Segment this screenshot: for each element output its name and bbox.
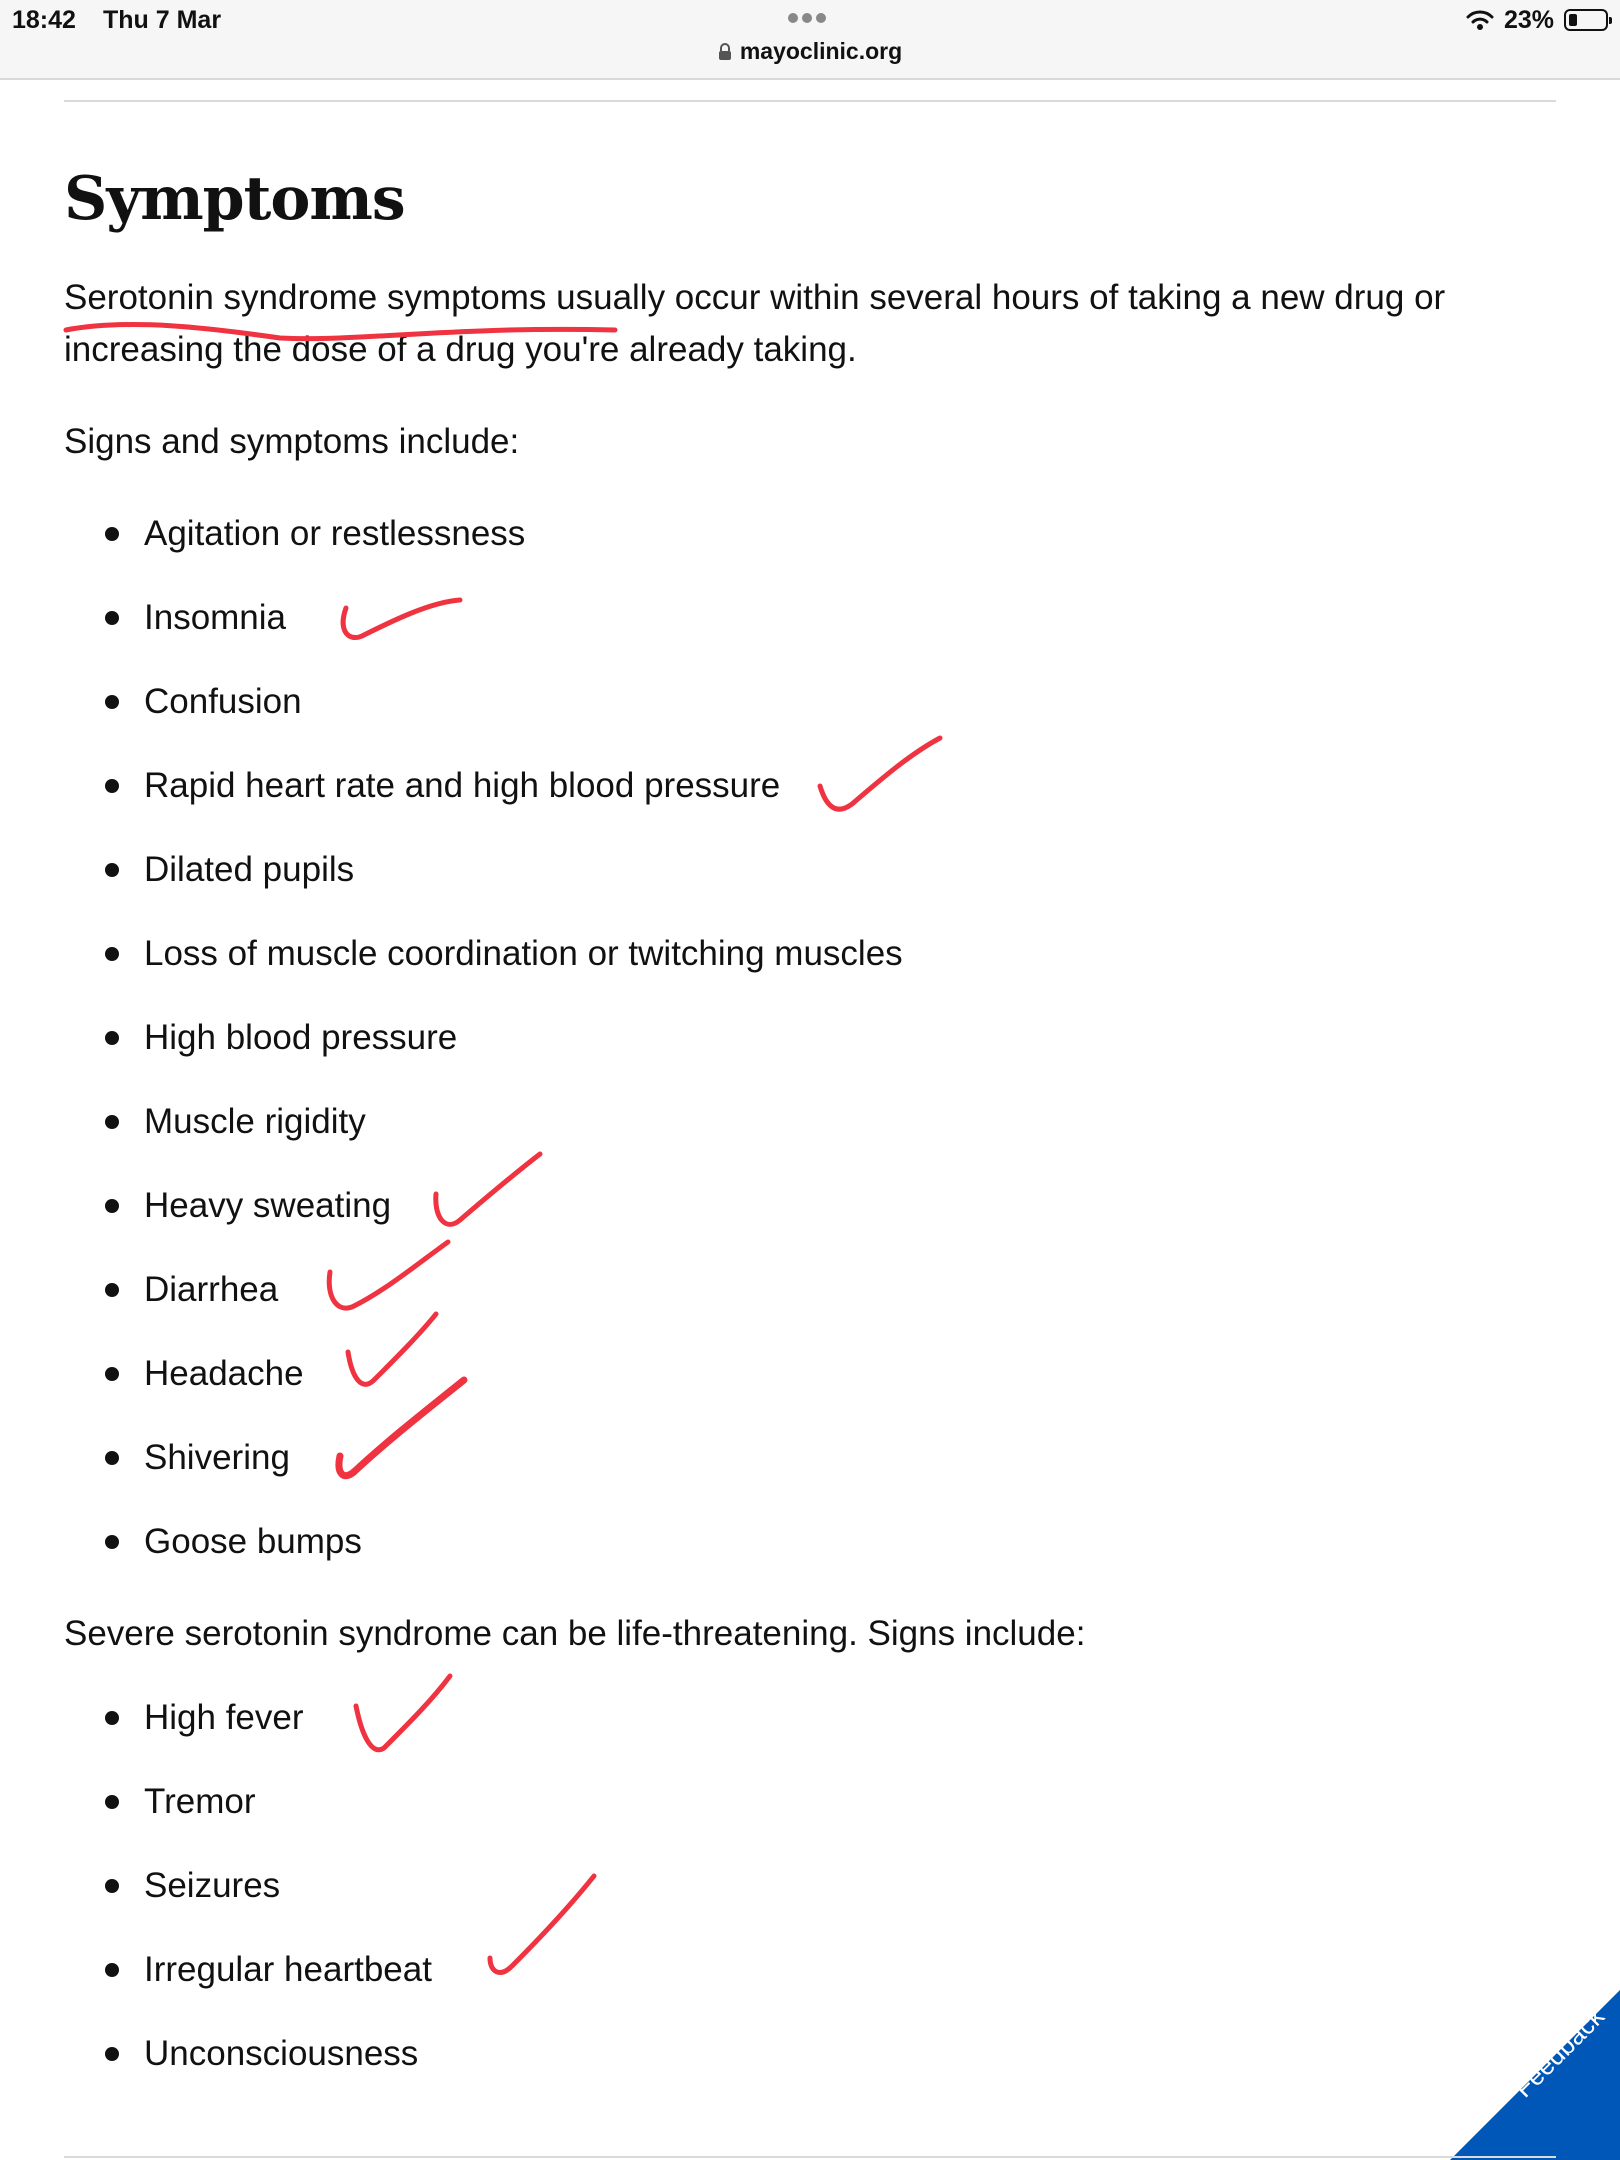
severe-sign-item bbox=[64, 1760, 432, 1844]
sign-item-label: Diarrhea bbox=[144, 1270, 279, 1309]
sign-item-label: Insomnia bbox=[144, 598, 287, 637]
sign-item bbox=[64, 1500, 903, 1584]
sign-item-label: Rapid heart rate and high blood pressure bbox=[144, 766, 781, 805]
severe-sign-item bbox=[64, 1928, 432, 2012]
sign-item bbox=[64, 576, 903, 660]
sign-item bbox=[64, 1416, 903, 1500]
feedback-tab[interactable] bbox=[1450, 1990, 1620, 2160]
severe-signs-list bbox=[64, 1676, 432, 2096]
lock-icon bbox=[718, 43, 732, 61]
severe-sign-item bbox=[64, 1844, 432, 1928]
status-date: Thu 7 Mar bbox=[103, 6, 222, 34]
bullet-icon bbox=[105, 1711, 119, 1725]
bullet-icon bbox=[105, 1031, 119, 1045]
intro-line-1: Serotonin syndrome symptoms usually occur within several hours of taking a new drug or bbox=[64, 278, 1446, 317]
battery-icon bbox=[1564, 9, 1608, 31]
section-heading: Symptoms bbox=[64, 164, 405, 234]
sign-item-label: Heavy sweating bbox=[144, 1186, 392, 1225]
bullet-icon bbox=[105, 779, 119, 793]
bullet-icon bbox=[105, 1115, 119, 1129]
bullet-icon bbox=[105, 527, 119, 541]
tab-dots-icon[interactable] bbox=[788, 10, 832, 24]
intro-paragraph bbox=[64, 272, 1564, 376]
bullet-icon bbox=[105, 1199, 119, 1213]
battery-percent: 23% bbox=[1503, 5, 1554, 34]
sign-item bbox=[64, 1248, 903, 1332]
severe-sign-item-label: Tremor bbox=[144, 1782, 256, 1821]
bullet-icon bbox=[105, 947, 119, 961]
bullet-icon bbox=[105, 1795, 119, 1809]
bullet-icon bbox=[105, 863, 119, 877]
sign-item bbox=[64, 996, 903, 1080]
sign-item-label: Dilated pupils bbox=[144, 850, 355, 889]
bullet-icon bbox=[105, 1367, 119, 1381]
sign-item-label: High blood pressure bbox=[144, 1018, 458, 1057]
severe-intro: Severe serotonin syndrome can be life-threatening. Signs include: bbox=[64, 1614, 1086, 1653]
bullet-icon bbox=[105, 1451, 119, 1465]
bullet-icon bbox=[105, 611, 119, 625]
divider-top bbox=[64, 100, 1556, 102]
address-bar[interactable] bbox=[0, 38, 1620, 65]
feedback-label: Feedback bbox=[1508, 2001, 1610, 2104]
severe-sign-item bbox=[64, 1676, 432, 1760]
bullet-icon bbox=[105, 1879, 119, 1893]
intro-line-2: increasing the dose of a drug you're already taking. bbox=[64, 330, 857, 369]
sign-item-label: Confusion bbox=[144, 682, 302, 721]
bullet-icon bbox=[105, 2047, 119, 2061]
status-bar bbox=[0, 0, 1620, 80]
checkmark-heartbeat bbox=[490, 1876, 594, 1972]
severe-sign-item-label: Seizures bbox=[144, 1866, 281, 1905]
severe-sign-item-label: Unconsciousness bbox=[144, 2034, 419, 2073]
sign-item-label: Loss of muscle coordination or twitching muscles bbox=[144, 934, 903, 973]
sign-item-label: Muscle rigidity bbox=[144, 1102, 366, 1141]
status-time: 18:42 bbox=[12, 6, 76, 34]
severe-sign-item-label: High fever bbox=[144, 1698, 304, 1737]
sign-item bbox=[64, 1080, 903, 1164]
divider-bottom bbox=[64, 2156, 1556, 2158]
sign-item bbox=[64, 744, 903, 828]
bullet-icon bbox=[105, 1535, 119, 1549]
bullet-icon bbox=[105, 695, 119, 709]
url-text: mayoclinic.org bbox=[739, 38, 903, 64]
severe-sign-item-label: Irregular heartbeat bbox=[144, 1950, 432, 1989]
sign-item bbox=[64, 912, 903, 996]
sign-item bbox=[64, 1164, 903, 1248]
sign-item-label: Agitation or restlessness bbox=[144, 514, 526, 553]
sign-item bbox=[64, 828, 903, 912]
wifi-icon bbox=[1466, 9, 1494, 31]
sign-item-label: Headache bbox=[144, 1354, 304, 1393]
signs-intro: Signs and symptoms include: bbox=[64, 422, 520, 461]
bullet-icon bbox=[105, 1283, 119, 1297]
sign-item-label: Goose bumps bbox=[144, 1522, 362, 1561]
bullet-icon bbox=[105, 1963, 119, 1977]
signs-list bbox=[64, 492, 903, 1584]
sign-item bbox=[64, 1332, 903, 1416]
sign-item bbox=[64, 492, 903, 576]
sign-item bbox=[64, 660, 903, 744]
sign-item-label: Shivering bbox=[144, 1438, 290, 1477]
severe-sign-item bbox=[64, 2012, 432, 2096]
